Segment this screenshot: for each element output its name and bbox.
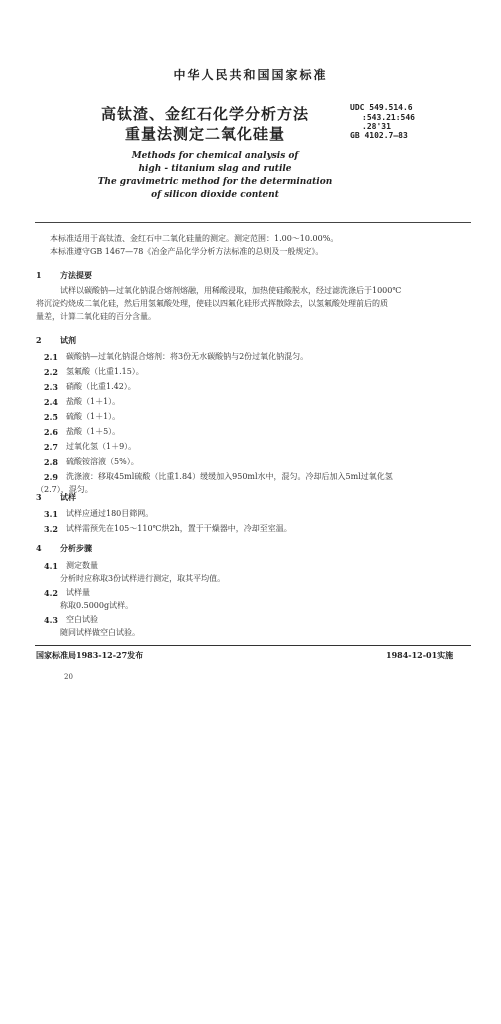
item-number: 2.2 [44, 367, 58, 377]
subsection-number: 4.2 [44, 588, 58, 598]
section-1-text-line-3: 量差，计算二氧化硅的百分含量。 [36, 312, 156, 321]
section-2-number: 2 [36, 335, 42, 345]
item-number: 2.5 [44, 412, 58, 422]
english-title-line-3: The gravimetric method for the determination [97, 177, 333, 187]
section-1-heading: 方法提要 [60, 270, 92, 280]
reagent-item: 硝酸（比重1.42）。 [66, 382, 136, 391]
subsection-number: 4.3 [44, 615, 58, 625]
page-number: 20 [64, 673, 73, 681]
udc-code-3: .28'31 [362, 122, 391, 131]
subsection-heading: 测定数量 [66, 561, 98, 570]
standard-org-header: 中华人民共和国国家标准 [173, 68, 328, 82]
item-number: 2.9 [44, 472, 58, 482]
item-number: 2.4 [44, 397, 58, 407]
item-number: 2.1 [44, 352, 58, 362]
subsection-text: 分析时应称取3份试样进行测定，取其平均值。 [60, 574, 226, 583]
item-number: 2.3 [44, 382, 58, 392]
gb-number: GB 4102.7—83 [350, 131, 408, 140]
item-number: 2.6 [44, 427, 58, 437]
english-title-line-1: Methods for chemical analysis of [131, 151, 299, 161]
intro-compliance: 本标准遵守GB 1467—78《冶金产品化学分析方法标准的总则及一般规定》。 [50, 247, 324, 256]
sample-item: 试样应通过180目筛网。 [66, 509, 154, 518]
title-line-2: 重量法测定二氧化硅量 [124, 125, 285, 143]
reagent-item: 盐酸（1＋5）。 [66, 427, 121, 436]
section-3-heading: 试样 [60, 492, 76, 502]
udc-code-1: UDC 549.514.6 [350, 103, 413, 112]
section-1-number: 1 [36, 270, 42, 280]
sample-item: 试样需预先在105～110℃烘2h，置于干燥器中，冷却至室温。 [66, 524, 292, 533]
intro-scope: 本标准适用于高钛渣、金红石中二氧化硅量的测定。测定范围：1.00～10.00%。 [50, 234, 339, 243]
item-number: 2.7 [44, 442, 58, 452]
english-title-line-4: of silicon dioxide content [151, 190, 279, 200]
title-line-1: 高钛渣、金红石化学分析方法 [100, 105, 309, 123]
english-title-line-2: high - titanium slag and rutile [138, 164, 292, 174]
section-3-number: 3 [36, 492, 42, 502]
section-2-heading: 试剂 [60, 335, 76, 345]
subsection-text: 称取0.5000g试样。 [60, 601, 134, 610]
item-number: 3.2 [44, 524, 58, 534]
item-number: 3.1 [44, 509, 58, 519]
section-4-number: 4 [36, 543, 42, 553]
header-divider [35, 222, 471, 223]
section-4-heading: 分析步骤 [60, 543, 92, 553]
footer-divider [35, 645, 471, 646]
reagent-item-continuation: （2.7），混匀。 [36, 485, 93, 494]
subsection-text: 随同试样做空白试验。 [60, 628, 140, 637]
reagent-item: 盐酸（1＋1）。 [66, 397, 121, 406]
reagent-item: 氢氟酸（比重1.15）。 [66, 367, 144, 376]
effective-date: 1984-12-01实施 [386, 650, 454, 660]
subsection-number: 4.1 [44, 561, 58, 571]
reagent-item: 过氧化氢（1＋9）。 [66, 442, 137, 451]
subsection-heading: 空白试验 [66, 615, 98, 624]
section-1-text-line-1: 试样以碳酸钠—过氧化钠混合熔剂熔融，用稀酸浸取，加热使硅酸脱水，经过滤洗涤后于1000℃ [60, 286, 402, 295]
issue-date: 国家标准局1983-12-27发布 [36, 650, 144, 660]
subsection-heading: 试样量 [66, 588, 90, 597]
reagent-item: 碳酸钠—过氧化钠混合熔剂：将3份无水碳酸钠与2份过氧化钠混匀。 [66, 352, 309, 361]
section-1-text-line-2: 将沉淀灼烧成二氧化硅，然后用氢氟酸处理，使硅以四氟化硅形式挥散除去，以氢氟酸处理前后的质 [36, 299, 388, 308]
reagent-item: 硫酸铵溶液（5%）。 [66, 457, 139, 466]
reagent-item: 洗涤液：移取45ml硫酸（比重1.84）缓缓加入950ml水中，混匀。冷却后加入5ml过氧化氢 [66, 472, 393, 481]
udc-code-2: :543.21:546 [362, 113, 415, 122]
reagent-item: 硫酸（1＋1）。 [66, 412, 121, 421]
item-number: 2.8 [44, 457, 58, 467]
